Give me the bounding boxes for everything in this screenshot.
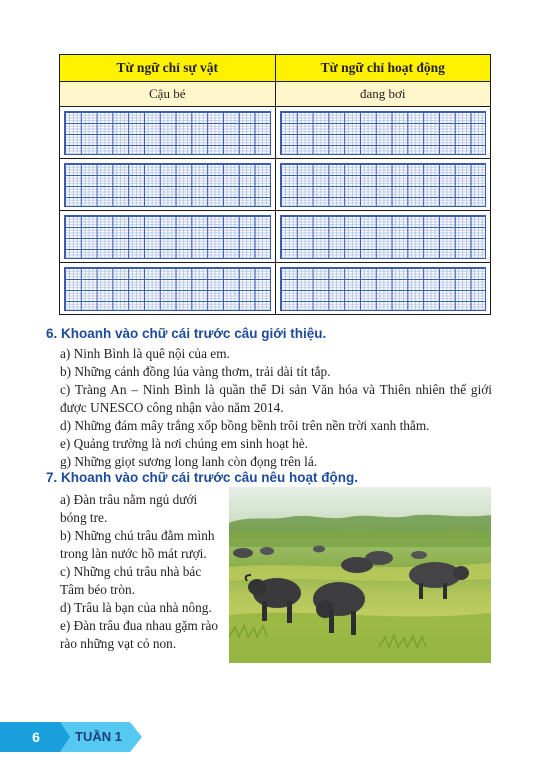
buffalo-field-photo: [229, 487, 491, 663]
exercise-6-title: 6. Khoanh vào chữ cái trước câu giới thiệu.: [46, 326, 327, 341]
handwriting-grid[interactable]: [64, 267, 271, 311]
handwriting-grid[interactable]: [280, 163, 487, 207]
handwriting-grid[interactable]: [280, 267, 487, 311]
answer-cell-activities-2[interactable]: [275, 159, 491, 211]
answer-cell-things-1[interactable]: [60, 107, 276, 159]
header-activities: Từ ngữ chỉ hoạt động: [275, 55, 491, 82]
exercise-6-option-c[interactable]: c) Tràng An – Ninh Bình là quần thể Di sản Văn hóa và Thiên nhiên thế giới được UNESCO công nhận vào năm 2014.: [60, 382, 492, 415]
answer-cell-things-4[interactable]: [60, 263, 276, 315]
exercise-6-option-e[interactable]: e) Quảng trường là nơi chúng em sinh hoạt hè.: [60, 436, 308, 451]
exercise-7-option-b[interactable]: b) Những chú trâu đằm mình trong làn nước hồ mát rượi.: [60, 528, 215, 561]
exercise-7-option-c[interactable]: c) Những chú trâu nhà bác Tâm béo tròn.: [60, 564, 202, 597]
word-classification-table: [59, 54, 491, 315]
header-things: Từ ngữ chỉ sự vật: [60, 55, 276, 82]
exercise-6-option-b[interactable]: b) Những cánh đồng lúa vàng thơm, trải dài tít tắp.: [60, 364, 331, 379]
handwriting-grid[interactable]: [280, 111, 487, 155]
handwriting-grid[interactable]: [64, 163, 271, 207]
week-label: TUẦN 1: [75, 729, 122, 744]
example-activity: đang bơi: [275, 82, 491, 107]
answer-cell-activities-3[interactable]: [275, 211, 491, 263]
handwriting-grid[interactable]: [64, 215, 271, 259]
buffalo-field-illustration: [229, 487, 491, 663]
exercise-7-option-a[interactable]: a) Đàn trâu nằm ngủ dưới bóng tre.: [60, 492, 198, 525]
answer-cell-activities-1[interactable]: [275, 107, 491, 159]
answer-cell-things-2[interactable]: [60, 159, 276, 211]
answer-cell-activities-4[interactable]: [275, 263, 491, 315]
exercise-7-title: 7. Khoanh vào chữ cái trước câu nêu hoạt động.: [46, 470, 358, 485]
exercise-6-option-d[interactable]: d) Những đám mây trắng xốp bồng bềnh trôi trên nền trời xanh thẳm.: [60, 418, 430, 433]
answer-cell-things-3[interactable]: [60, 211, 276, 263]
exercise-6-option-g[interactable]: g) Những giọt sương long lanh còn đọng trên lá.: [60, 454, 318, 469]
exercise-7-option-e[interactable]: e) Đàn trâu đua nhau gặm rào rào những vạt cỏ non.: [60, 618, 219, 651]
exercise-6-option-a[interactable]: a) Ninh Bình là quê nội của em.: [60, 346, 230, 361]
example-thing: Cậu bé: [60, 82, 276, 107]
handwriting-grid[interactable]: [280, 215, 487, 259]
handwriting-grid[interactable]: [64, 111, 271, 155]
page-number: 6: [0, 722, 72, 752]
exercise-7-option-d[interactable]: d) Trâu là bạn của nhà nông.: [60, 600, 212, 615]
